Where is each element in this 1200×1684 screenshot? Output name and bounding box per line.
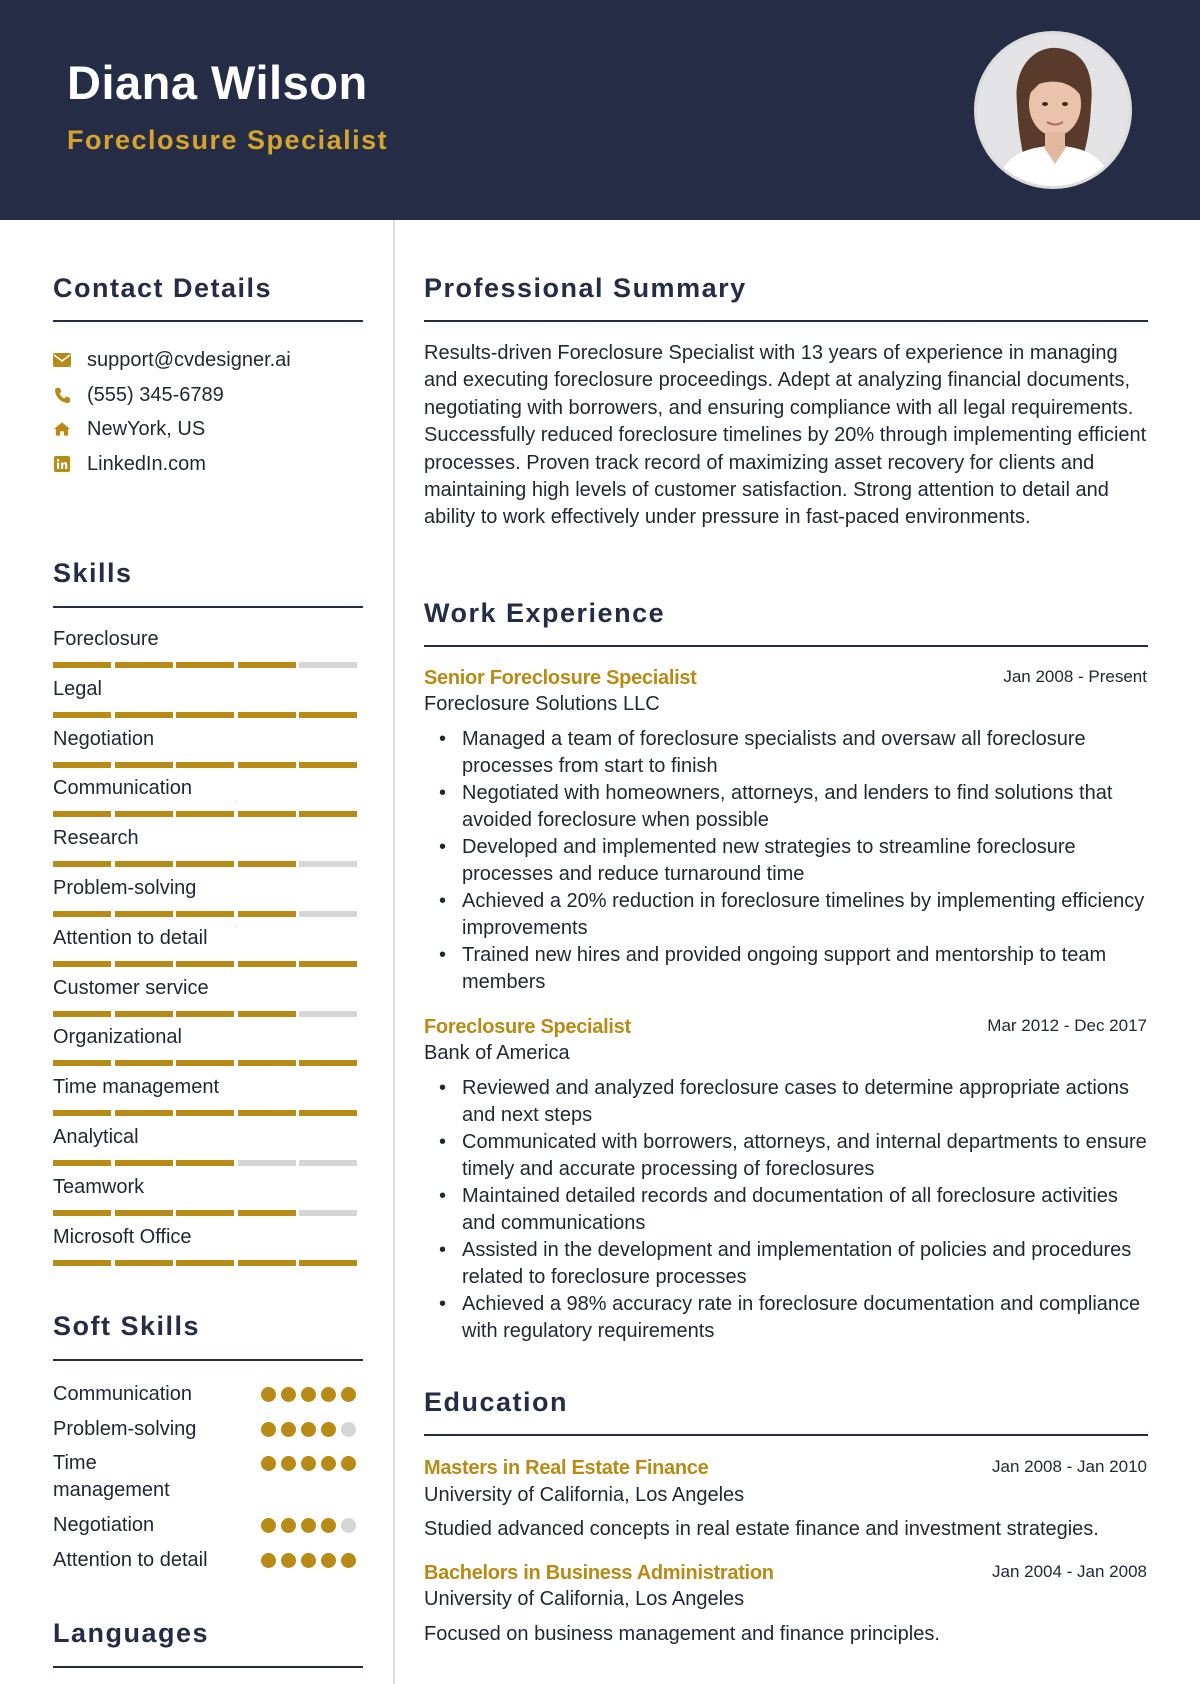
- skill-level-segment: [238, 861, 296, 867]
- skill-name: Foreclosure: [53, 628, 159, 650]
- degree-school: University of California, Los Angeles: [424, 1484, 745, 1506]
- degree-title: Masters in Real Estate Finance: [424, 1457, 709, 1479]
- skill-level-bar: [53, 762, 361, 768]
- rating-dot: [341, 1456, 356, 1471]
- skill-level-segment: [238, 762, 296, 768]
- skill-level-segment: [176, 961, 234, 967]
- rating-dot: [281, 1518, 296, 1533]
- soft-skills-heading: Soft Skills: [53, 1311, 201, 1341]
- skill-name: Legal: [53, 677, 102, 700]
- skill-level-segment: [299, 1260, 357, 1266]
- skills-heading: Skills: [53, 558, 133, 588]
- skill-level-segment: [53, 861, 111, 867]
- rating-dot: [261, 1456, 276, 1471]
- skill-name: Communication: [53, 777, 192, 800]
- rating-dot: [341, 1422, 356, 1437]
- summary-heading: Professional Summary: [424, 273, 747, 303]
- phone-icon: [53, 386, 71, 404]
- rating-dot: [281, 1553, 296, 1568]
- skill-level-segment: [238, 811, 296, 817]
- rating-dot: [301, 1387, 316, 1402]
- skill-level-segment: [176, 712, 234, 718]
- experience-rule: [424, 645, 1148, 647]
- linkedin-icon: [53, 455, 71, 473]
- skill-level-segment: [115, 662, 173, 668]
- rating-dot: [281, 1422, 296, 1437]
- skill-level-segment: [115, 1210, 173, 1216]
- contact-location-text: NewYork, US: [87, 417, 206, 440]
- skill-level-segment: [176, 1060, 234, 1066]
- home-icon: [53, 420, 71, 438]
- skill-level-segment: [238, 1011, 296, 1017]
- contact-location: [53, 416, 205, 442]
- envelope-icon: [53, 351, 71, 369]
- skill-level-segment: [238, 662, 296, 668]
- rating-dot: [341, 1387, 356, 1402]
- skill-level-segment: [238, 1210, 296, 1216]
- skill-name: Organizational: [53, 1026, 182, 1049]
- languages-heading: Languages: [53, 1618, 210, 1648]
- skills-rule: [53, 606, 363, 608]
- skill-level-segment: [299, 762, 357, 768]
- skill-level-bar: [53, 1210, 361, 1216]
- rating-dot: [341, 1518, 356, 1533]
- skill-level-segment: [53, 712, 111, 718]
- skill-name: Time management: [53, 1076, 219, 1099]
- soft-skill-name: Problem-solving: [53, 1418, 197, 1440]
- skill-level-segment: [115, 961, 173, 967]
- rating-dot: [261, 1422, 276, 1437]
- soft-skill-name: Attention to detail: [53, 1549, 208, 1571]
- skill-level-bar: [53, 961, 361, 967]
- education-rule: [424, 1434, 1148, 1436]
- skill-level-bar: [53, 861, 361, 867]
- soft-skill-name: Negotiation: [53, 1514, 155, 1536]
- soft-skill-rating: [261, 1553, 361, 1568]
- skill-level-segment: [299, 1160, 357, 1166]
- job-bullet: • Achieved a 98% accuracy rate in foreclosure documentation and compliance with regulatory requirements: [424, 1291, 1149, 1345]
- job-company: Bank of America: [424, 1042, 570, 1064]
- skill-level-segment: [299, 662, 357, 668]
- skill-level-segment: [176, 662, 234, 668]
- skill-level-segment: [176, 911, 234, 917]
- skill-name: Problem-solving: [53, 877, 197, 899]
- portrait-icon: [977, 34, 1129, 186]
- contact-heading: Contact Details: [53, 273, 273, 303]
- rating-dot: [301, 1456, 316, 1471]
- skill-level-bar: [53, 1110, 361, 1116]
- degree-description: Focused on business management and finance principles.: [424, 1623, 940, 1645]
- skill-level-segment: [176, 1110, 234, 1116]
- soft-skill-name: Communication: [53, 1383, 192, 1405]
- skill-level-segment: [176, 811, 234, 817]
- skill-level-segment: [115, 811, 173, 817]
- skill-level-segment: [299, 1210, 357, 1216]
- rating-dot: [261, 1553, 276, 1568]
- skill-level-bar: [53, 712, 361, 718]
- skill-level-bar: [53, 811, 361, 817]
- skill-level-segment: [115, 1160, 173, 1166]
- contact-linkedin[interactable]: [53, 451, 206, 477]
- soft-skill-rating: [261, 1387, 361, 1402]
- job-bullet: • Maintained detailed records and documentation of all foreclosure activities and communications: [424, 1183, 1149, 1237]
- skill-level-segment: [115, 1011, 173, 1017]
- candidate-name: Diana Wilson: [67, 56, 368, 109]
- job-company: Foreclosure Solutions LLC: [424, 693, 660, 715]
- skill-level-segment: [238, 1060, 296, 1066]
- candidate-title: Foreclosure Specialist: [67, 125, 389, 155]
- job-bullets: [424, 726, 1149, 996]
- skill-level-segment: [53, 961, 111, 967]
- skill-level-segment: [115, 861, 173, 867]
- job-bullet: • Trained new hires and provided ongoing support and mentorship to team members: [424, 942, 1149, 996]
- skill-name: Research: [53, 827, 139, 850]
- degree-school: University of California, Los Angeles: [424, 1588, 745, 1610]
- languages-rule: [53, 1666, 363, 1668]
- rating-dot: [321, 1387, 336, 1402]
- job-bullet: • Assisted in the development and implementation of policies and procedures related to foreclosure processes: [424, 1237, 1149, 1291]
- soft-skills-rule: [53, 1359, 363, 1361]
- rating-dot: [281, 1456, 296, 1471]
- job-bullet: • Reviewed and analyzed foreclosure cases to determine appropriate actions and next steps: [424, 1075, 1149, 1129]
- skill-level-segment: [176, 1260, 234, 1266]
- skill-level-bar: [53, 1011, 361, 1017]
- job-dates: Mar 2012 - Dec 2017: [987, 1016, 1147, 1035]
- rating-dot: [321, 1518, 336, 1533]
- job-bullets: [424, 1075, 1149, 1345]
- skill-level-bar: [53, 662, 361, 668]
- skill-name: Negotiation: [53, 727, 155, 750]
- rating-dot: [301, 1422, 316, 1437]
- skill-level-segment: [53, 762, 111, 768]
- skill-level-bar: [53, 1160, 361, 1166]
- contact-rule: [53, 320, 363, 322]
- skill-level-segment: [53, 1060, 111, 1066]
- skill-level-segment: [299, 1060, 357, 1066]
- skill-level-segment: [299, 911, 357, 917]
- skill-level-segment: [115, 1110, 173, 1116]
- summary-text: Results-driven Foreclosure Specialist with 13 years of experience in managing and executing foreclosure proceedings. Adept at analyzing financial documents, negotiating with borrowers, and ensuring compliance with all legal requirements. Successfully reduced foreclosure timelines by 20% through implementing efficient processes. Proven track record of maximizing asset recovery for clients and maintaining high levels of customer satisfaction. Strong attention to detail and ability to work effectively under pressure in fast-paced environments.: [424, 342, 1147, 529]
- rating-dot: [301, 1553, 316, 1568]
- skill-level-segment: [238, 1260, 296, 1266]
- contact-linkedin-text: LinkedIn.com: [87, 452, 206, 475]
- skill-level-segment: [53, 1210, 111, 1216]
- job-bullet: • Achieved a 20% reduction in foreclosure timelines by implementing efficiency improvements: [424, 888, 1149, 942]
- soft-skill-rating: [261, 1422, 361, 1437]
- job-bullet: • Developed and implemented new strategies to streamline foreclosure processes and reduce turnaround time: [424, 834, 1149, 888]
- job-bullet: • Communicated with borrowers, attorneys, and internal departments to ensure timely and accurate processing of foreclosures: [424, 1129, 1149, 1183]
- column-divider: [393, 220, 395, 1684]
- skill-level-segment: [176, 762, 234, 768]
- skill-name: Customer service: [53, 976, 209, 999]
- skill-level-segment: [299, 961, 357, 967]
- skill-level-segment: [53, 1110, 111, 1116]
- skill-level-segment: [299, 1011, 357, 1017]
- soft-skill-name: Time management: [53, 1452, 170, 1501]
- profile-photo: [974, 31, 1132, 189]
- skill-level-segment: [299, 861, 357, 867]
- job-title: Foreclosure Specialist: [424, 1016, 631, 1038]
- skill-name: Microsoft Office: [53, 1225, 192, 1248]
- rating-dot: [321, 1422, 336, 1437]
- skill-level-segment: [115, 911, 173, 917]
- rating-dot: [321, 1553, 336, 1568]
- skill-level-segment: [176, 1011, 234, 1017]
- skill-level-segment: [176, 861, 234, 867]
- experience-heading: Work Experience: [424, 598, 666, 628]
- skill-level-segment: [238, 911, 296, 917]
- skill-level-segment: [238, 961, 296, 967]
- skill-level-segment: [176, 1210, 234, 1216]
- skill-level-segment: [115, 1060, 173, 1066]
- skill-level-segment: [53, 811, 111, 817]
- skill-name: Attention to detail: [53, 926, 208, 949]
- contact-email-text: support@cvdesigner.ai: [87, 348, 291, 371]
- skill-level-segment: [115, 1260, 173, 1266]
- skill-name: Teamwork: [53, 1175, 145, 1198]
- degree-description: Studied advanced concepts in real estate finance and investment strategies.: [424, 1518, 1099, 1540]
- skill-level-segment: [299, 1110, 357, 1116]
- soft-skill-rating: [261, 1456, 361, 1471]
- rating-dot: [261, 1387, 276, 1402]
- education-heading: Education: [424, 1387, 569, 1417]
- skill-name: Analytical: [53, 1126, 139, 1148]
- skill-level-segment: [238, 1160, 296, 1166]
- skill-level-segment: [299, 712, 357, 718]
- job-bullet: • Managed a team of foreclosure specialists and oversaw all foreclosure processes from start to finish: [424, 726, 1149, 780]
- contact-phone[interactable]: [53, 382, 224, 408]
- skill-level-segment: [53, 911, 111, 917]
- degree-title: Bachelors in Business Administration: [424, 1562, 774, 1584]
- contact-phone-text: (555) 345-6789: [87, 383, 224, 406]
- skill-level-segment: [238, 712, 296, 718]
- rating-dot: [261, 1518, 276, 1533]
- rating-dot: [301, 1518, 316, 1533]
- skill-level-segment: [53, 1260, 111, 1266]
- skill-level-bar: [53, 1060, 361, 1066]
- skill-level-segment: [238, 1110, 296, 1116]
- soft-skill-rating: [261, 1518, 361, 1533]
- skill-level-segment: [53, 1160, 111, 1166]
- job-title: Senior Foreclosure Specialist: [424, 667, 697, 689]
- skill-level-segment: [176, 1160, 234, 1166]
- skill-level-segment: [115, 762, 173, 768]
- summary-rule: [424, 320, 1148, 322]
- degree-dates: Jan 2008 - Jan 2010: [991, 1457, 1147, 1476]
- rating-dot: [341, 1553, 356, 1568]
- job-bullet: • Negotiated with homeowners, attorneys, and lenders to find solutions that avoided foreclosure when possible: [424, 780, 1149, 834]
- rating-dot: [321, 1456, 336, 1471]
- skill-level-bar: [53, 1260, 361, 1266]
- skill-level-bar: [53, 911, 361, 917]
- degree-dates: Jan 2004 - Jan 2008: [991, 1562, 1147, 1581]
- skill-level-segment: [53, 1011, 111, 1017]
- skill-level-segment: [53, 662, 111, 668]
- contact-email[interactable]: [53, 347, 291, 373]
- skill-level-segment: [299, 811, 357, 817]
- rating-dot: [281, 1387, 296, 1402]
- job-dates: Jan 2008 - Present: [1003, 667, 1147, 686]
- skill-level-segment: [115, 712, 173, 718]
- header-banner: [0, 0, 1200, 220]
